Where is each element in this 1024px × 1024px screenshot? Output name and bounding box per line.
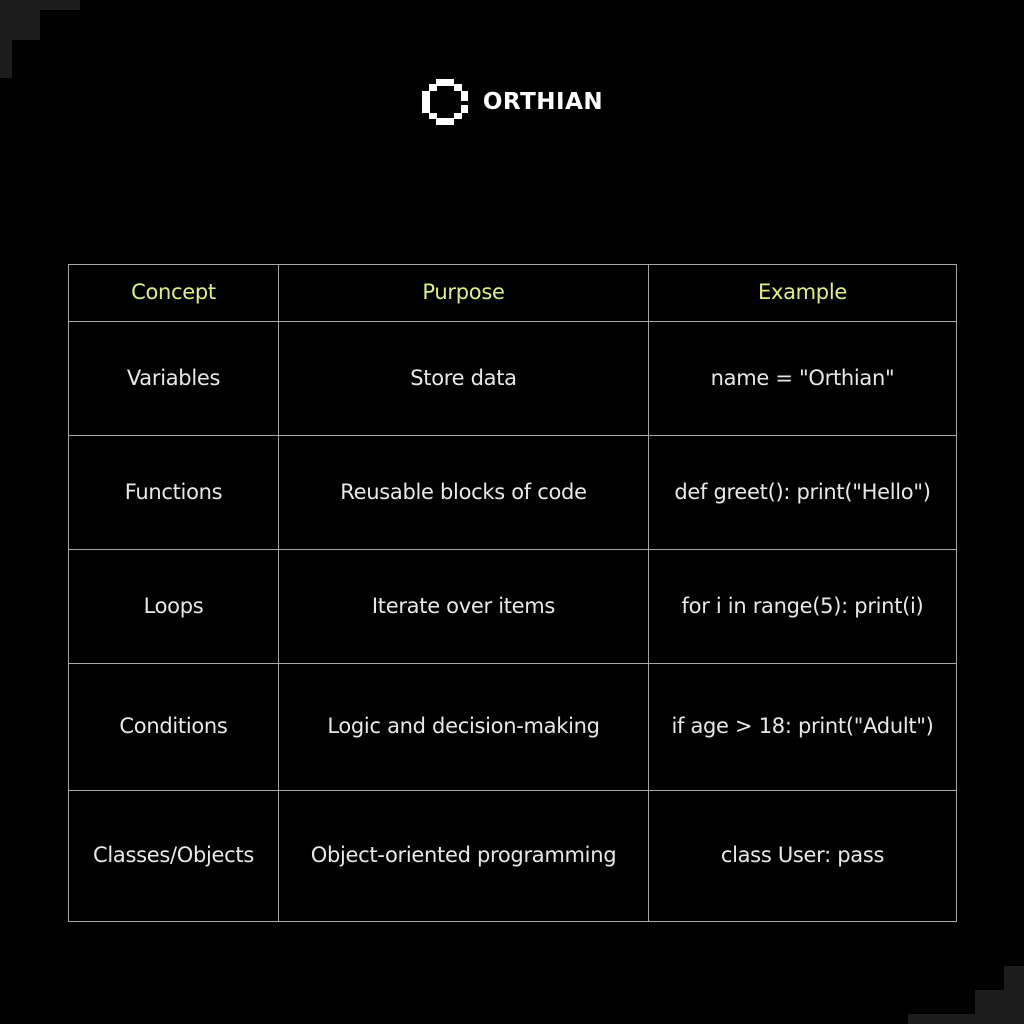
example-cell: for i in range(5): print(i) xyxy=(649,550,957,664)
brand-name: ORTHIAN xyxy=(482,88,604,115)
table-row xyxy=(69,322,957,436)
purpose-cell: Store data xyxy=(279,322,649,436)
table-row xyxy=(69,791,957,922)
orthian-logo-icon xyxy=(421,79,469,125)
concept-cell: Functions xyxy=(69,436,279,550)
concept-cell: Classes/Objects xyxy=(69,791,279,922)
corner-decoration-bottom-right xyxy=(908,1014,1024,1024)
corner-decoration-top-left xyxy=(0,0,12,78)
table-header-row xyxy=(69,265,957,322)
concept-cell: Variables xyxy=(69,322,279,436)
purpose-cell: Reusable blocks of code xyxy=(279,436,649,550)
example-cell: if age > 18: print("Adult") xyxy=(649,664,957,791)
concept-cell: Conditions xyxy=(69,664,279,791)
table-row xyxy=(69,550,957,664)
purpose-cell: Iterate over items xyxy=(279,550,649,664)
brand-header xyxy=(0,76,1024,128)
example-cell: name = "Orthian" xyxy=(649,322,957,436)
purpose-cell: Object-oriented programming xyxy=(279,791,649,922)
column-header-concept: Concept xyxy=(69,265,279,322)
concepts-table xyxy=(68,264,957,922)
table-row xyxy=(69,436,957,550)
column-header-purpose: Purpose xyxy=(279,265,649,322)
concept-cell: Loops xyxy=(69,550,279,664)
table-row xyxy=(69,664,957,791)
column-header-example: Example xyxy=(649,265,957,322)
example-cell: class User: pass xyxy=(649,791,957,922)
example-cell: def greet(): print("Hello") xyxy=(649,436,957,550)
purpose-cell: Logic and decision-making xyxy=(279,664,649,791)
